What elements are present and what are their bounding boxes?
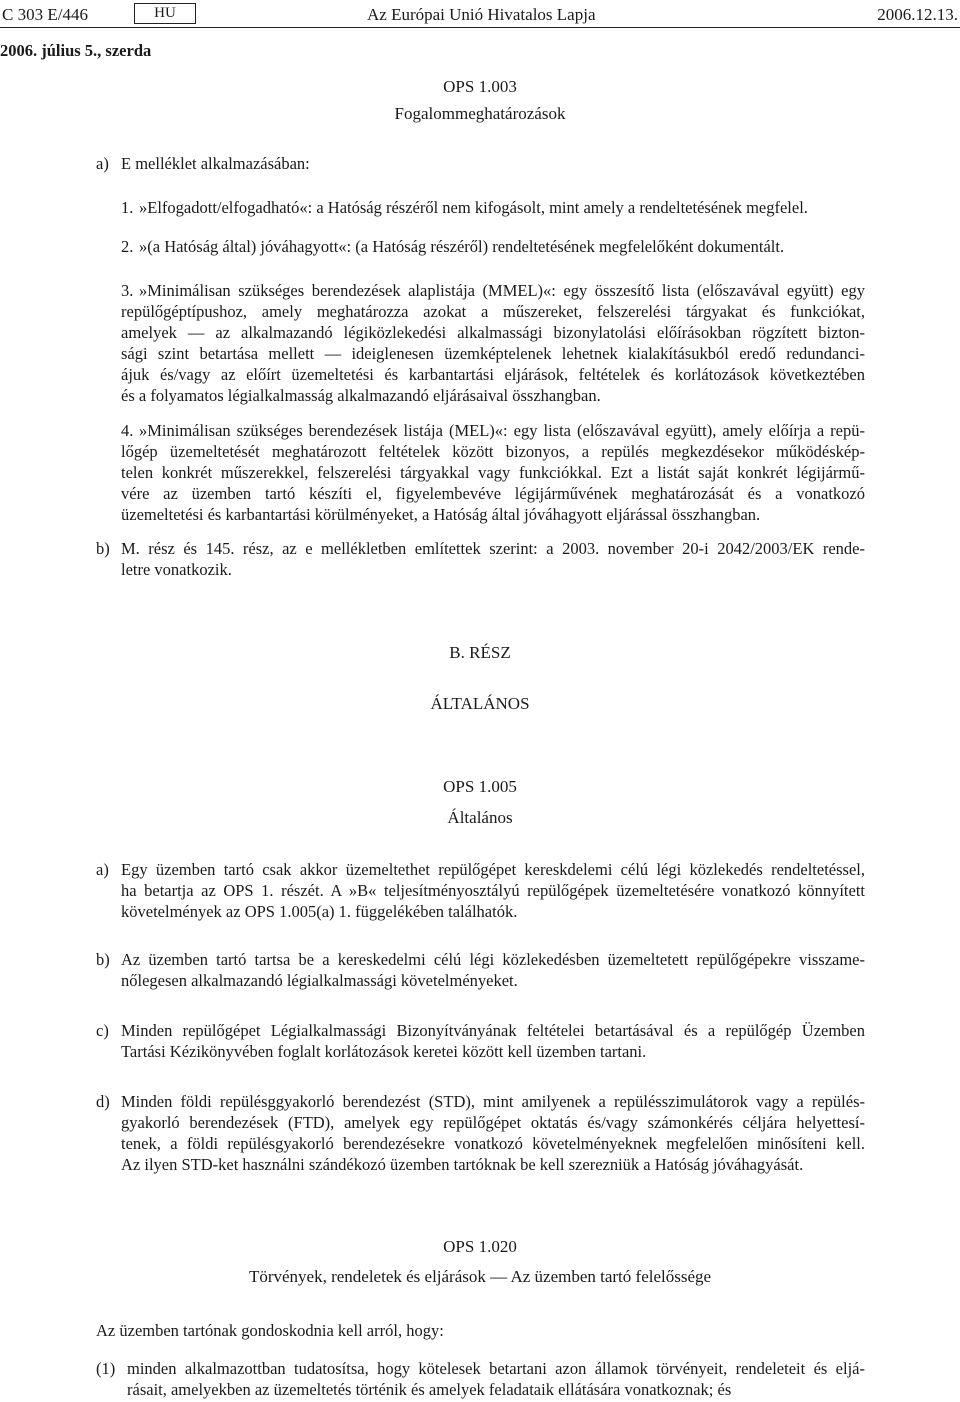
ops-1005-d-label: d): [96, 1092, 110, 1111]
ops-1005-a-text: Egy üzemben tartó csak akkor üzemeltethet repülőgépet kereskdelemi célú légi közlekedés rendeltetéssel, ha betartja az OPS 1. részét. A »B« teljesítményosztályú repülőgépek üzemeltetésére vonatkozó könnyített követelmények az OPS 1.005(a) 1. függelékében találhatók.: [121, 860, 865, 921]
language-badge: HU: [134, 3, 196, 24]
definition-2-text: »(a Hatóság által) jóváhagyott«: (a Hatóság részéről) rendeltetésének megfelelőként dokumentált.: [139, 237, 785, 256]
part-b-subtitle: ÁLTALÁNOS: [430, 694, 530, 713]
session-date: 2006. július 5., szerda: [0, 41, 152, 60]
ops-1003-code: OPS 1.003: [443, 77, 517, 96]
ops-1005-d-text: Minden földi repülésggyakorló berendezést (STD), mint amilyenek a repülésszimulátorok vagy a repülés- gyakorló berendezések (FTD), amelyek egy repülőgépet oktatás és/vagy számonkérés céljára helyettesí- tenek, a földi repülésgyakorló berendezésekre vonatkozó követelményeknek megfelelően minősíteni kell. Az ilyen STD-ket használni szándékozó üzemben tartóknak be kell szerezniük a Hatóság jóváhagyását.: [121, 1092, 865, 1174]
ops-1020-item-1-text: minden alkalmazottban tudatosítsa, hogy kötelesek betartani azon államok törvényeit, rendeleteit és eljá- rásait, amelyekben az üzemeltetés történik és amelyek feladataik ellátására vonatkoznak; és: [127, 1359, 865, 1399]
ops-1020-code: OPS 1.020: [443, 1237, 517, 1256]
item-b-label: b): [96, 539, 110, 558]
item-a-text: E melléklet alkalmazásában:: [121, 154, 310, 173]
definition-3-text: »Minimálisan szükséges berendezések alaplistája (MMEL)«: egy összesítő lista (előszavával együtt) egy repülőgéptípushoz, amely meghatározza azokat a műszereket, felszerelési tárgyakat és funkciókat, amelyek — az alkalmazandó légiközlekedési alkalmassági bizonylatolási előírásokban rögzített bizton- sági szint betartása mellett — ideiglenesen üzemképtelenek lehetnek kialakításukból eredő redundanci- ájuk és/vagy az előírt üzemeltetési és karbantartási eljárások, feltételek és korlátozások következtében és a folyamatos légialkalmasság alkalmazandó eljárásaival összhangban.: [121, 281, 865, 405]
ops-1005-code: OPS 1.005: [443, 777, 517, 796]
part-b-title: B. RÉSZ: [449, 643, 511, 662]
definition-2-number: 2.: [121, 237, 134, 256]
journal-title: Az Európai Unió Hivatalos Lapja: [367, 5, 596, 24]
publication-date: 2006.12.13.: [877, 5, 958, 24]
ops-1020-item-1-label: (1): [96, 1359, 116, 1378]
definition-4-text: »Minimálisan szükséges berendezések listája (MEL)«: egy lista (előszavával együtt), amely előírja a repü- lőgép üzemeltetését meghatározott feltételek között bizonyos, a repülés megkezdésekor működéskép- telen konkrét műszerekkel, felszerelési tárgyakkal vagy funkciókkal. Ezt a listát saját konkrét légijármű- vére az üzemben tartó készíti el, figyelembevéve légijárművének meghatározását és a vonatkozó üzemeltetési és karbantartási körülményeket, a Hatóság által jóváhagyott eljárással összhangban.: [121, 421, 865, 524]
journal-reference: C 303 E/446: [2, 5, 88, 24]
ops-1003-title: Fogalommeghatározások: [394, 104, 566, 123]
item-a-label: a): [96, 154, 109, 173]
ops-1005-c-label: c): [96, 1021, 109, 1040]
definition-1-text: »Elfogadott/elfogadható«: a Hatóság részéről nem kifogásolt, mint amely a rendeltetésének megfelel.: [139, 198, 808, 217]
ops-1005-a-label: a): [96, 860, 109, 879]
ops-1005-b-text: Az üzemben tartó tartsa be a kereskedelmi célú légi közlekedésben üzemeltetett repülőgépekre visszame- nőlegesen alkalmazandó légialkalmassági követelményeket.: [121, 950, 865, 990]
ops-1005-b-label: b): [96, 950, 110, 969]
definition-3-number: 3.: [121, 281, 134, 300]
ops-1005-title: Általános: [447, 808, 513, 827]
definition-4-number: 4.: [121, 421, 134, 440]
ops-1005-c-text: Minden repülőgépet Légialkalmassági Bizonyítványának feltételei betartásával és a repülőgép Üzemben Tartási Kézikönyvében foglalt korlátozások keretei között kell üzemben tartani.: [121, 1021, 865, 1061]
ops-1020-title: Törvények, rendeletek és eljárások — Az üzemben tartó felelőssége: [248, 1267, 712, 1286]
definition-1-number: 1.: [121, 198, 134, 217]
item-b-text: M. rész és 145. rész, az e mellékletben említettek szerint: a 2003. november 20-i 2042/2003/EK rende- letre vonatkozik.: [121, 539, 865, 579]
ops-1020-intro: Az üzemben tartónak gondoskodnia kell arról, hogy:: [96, 1321, 444, 1340]
header-rule: [0, 27, 960, 28]
